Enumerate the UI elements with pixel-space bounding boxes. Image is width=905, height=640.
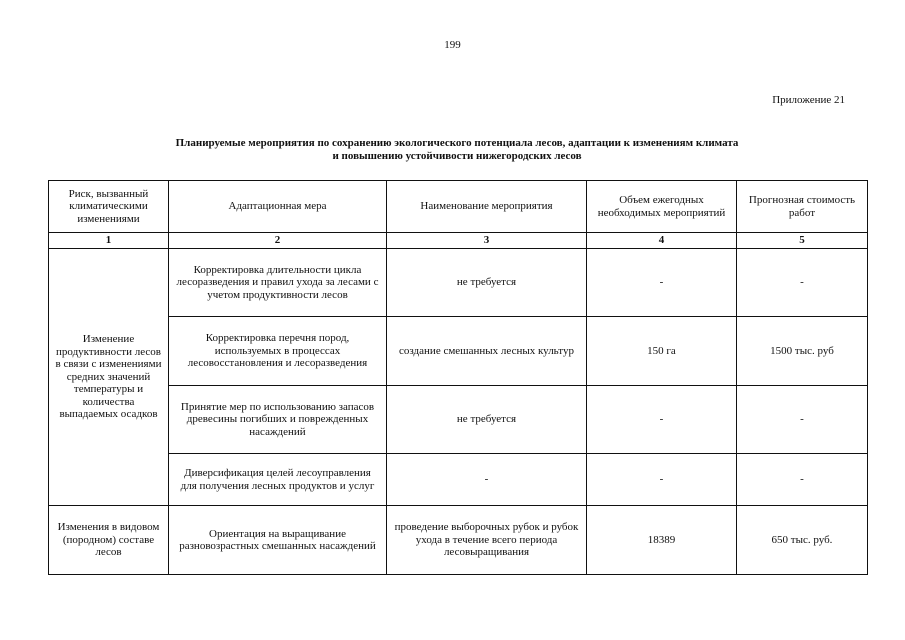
column-number: 3	[387, 233, 587, 249]
document-title-line-1: Планируемые мероприятия по сохранению экологического потенциала лесов, адаптации к изменениям климата	[175, 137, 739, 149]
measure-cell: Принятие мер по использованию запасов древесины погибших и поврежденных насаждений	[169, 386, 387, 454]
table-row	[49, 317, 868, 386]
activity-cell: не требуется	[387, 386, 587, 454]
header-cell-risk: Риск, вызванный климатическими изменениями	[49, 181, 169, 233]
measure-cell: Ориентация на выращивание разновозрастных смешанных насаждений	[169, 506, 387, 575]
column-number: 5	[737, 233, 868, 249]
volume-cell: -	[587, 386, 737, 454]
column-number: 1	[49, 233, 169, 249]
column-number: 2	[169, 233, 387, 249]
table-row	[49, 386, 868, 454]
activity-cell: проведение выборочных рубок и рубок ухода в течение всего периода лесовыращивания	[387, 506, 587, 575]
cost-cell: 1500 тыс. руб	[737, 317, 868, 386]
page-number: 199	[444, 39, 461, 51]
volume-cell: 150 га	[587, 317, 737, 386]
table-row	[49, 249, 868, 317]
volume-cell: -	[587, 249, 737, 317]
header-cell-cost: Прогнозная стоимость работ	[737, 181, 868, 233]
document-title-line-2: и повышению устойчивости нижегородских лесов	[332, 150, 582, 162]
activity-cell: создание смешанных лесных культур	[387, 317, 587, 386]
document-title	[48, 137, 866, 163]
cost-cell: -	[737, 386, 868, 454]
column-number: 4	[587, 233, 737, 249]
header-cell-volume: Объем ежегодных необходимых мероприятий	[587, 181, 737, 233]
appendix-label: Приложение 21	[772, 94, 845, 106]
volume-cell: -	[587, 454, 737, 506]
column-number-row	[49, 233, 868, 249]
table-row	[49, 454, 868, 506]
cost-cell: -	[737, 249, 868, 317]
cost-cell: -	[737, 454, 868, 506]
risk-cell: Изменения в видовом (породном) составе лесов	[49, 506, 169, 575]
header-cell-measure: Адаптационная мера	[169, 181, 387, 233]
risk-cell: Изменение продуктивности лесов в связи с изменениями средних значений температуры и количества выпадаемых осадков	[49, 249, 169, 506]
measure-cell: Корректировка перечня пород, используемых в процессах лесовосстановления и лесоразведения	[169, 317, 387, 386]
header-cell-activity: Наименование мероприятия	[387, 181, 587, 233]
volume-cell: 18389	[587, 506, 737, 575]
measures-table	[48, 180, 868, 575]
activity-cell: не требуется	[387, 249, 587, 317]
table-row	[49, 506, 868, 575]
header-row	[49, 181, 868, 233]
measure-cell: Корректировка длительности цикла лесоразведения и правил ухода за лесами с учетом продуктивности лесов	[169, 249, 387, 317]
activity-cell: -	[387, 454, 587, 506]
measure-cell: Диверсификация целей лесоуправления для получения лесных продуктов и услуг	[169, 454, 387, 506]
cost-cell: 650 тыс. руб.	[737, 506, 868, 575]
